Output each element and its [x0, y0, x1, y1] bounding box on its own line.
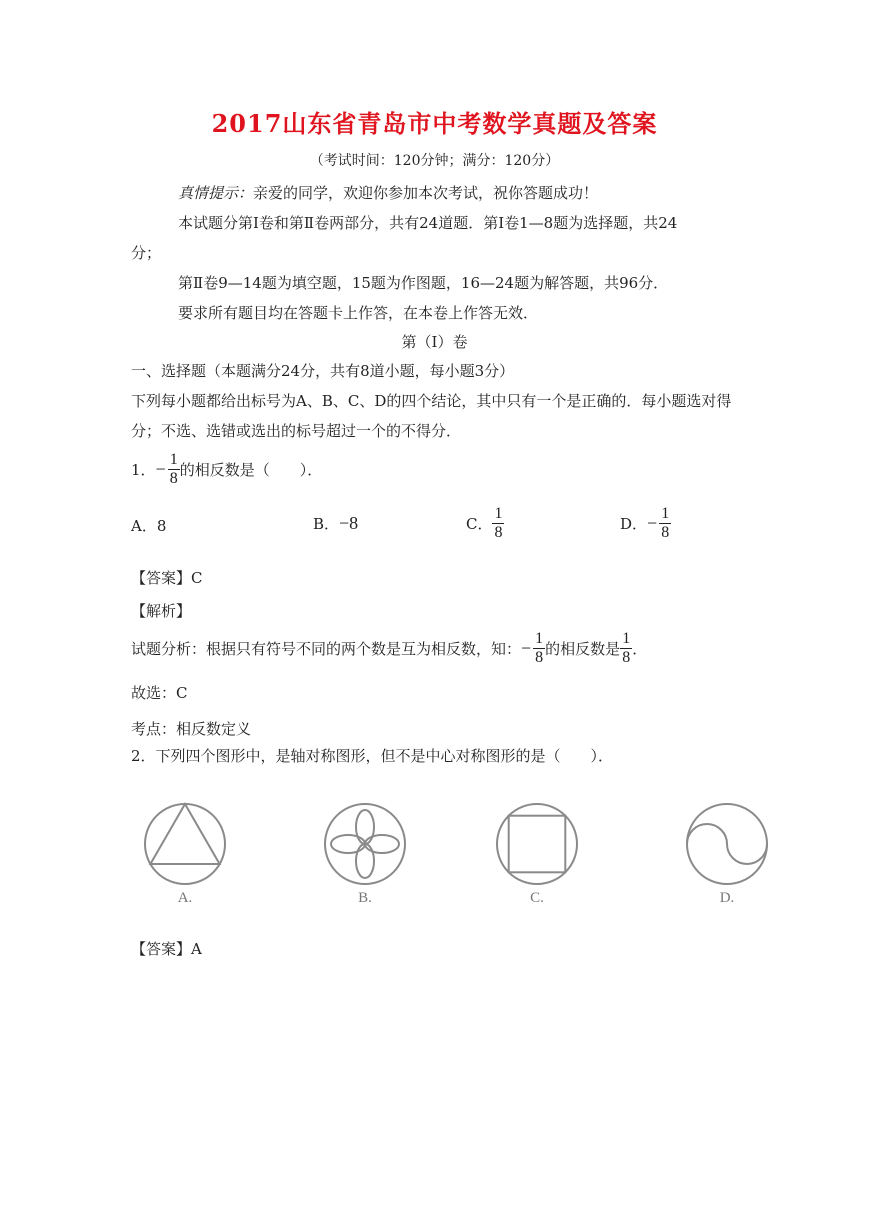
part-title: 第（Ⅰ）卷	[401, 333, 468, 351]
q1-number: 1．	[131, 461, 156, 479]
option-c-fraction	[492, 505, 504, 542]
figure-c	[482, 800, 592, 920]
q1-choice: 故选：C	[131, 684, 188, 702]
q1-analysis-label: 【解析】	[131, 602, 192, 620]
option-b-label: B．	[313, 515, 340, 533]
q1-fraction	[168, 451, 180, 488]
option-c-num: 1	[494, 505, 503, 522]
option-d-num: 1	[661, 505, 670, 522]
figure-d	[672, 800, 782, 920]
tip-label: 真情提示：	[178, 184, 254, 202]
figure-d-label: D.	[719, 890, 735, 906]
q1-option-d	[620, 505, 671, 542]
q2-stem: 2．下列四个图形中，是轴对称图形，但不是中心对称图形的是（ ）．	[131, 747, 614, 765]
q1-answer: 【答案】C	[131, 569, 203, 587]
figure-a-label: A.	[177, 890, 193, 906]
tip-text: 亲爱的同学，欢迎你参加本次考试，祝你答题成功！	[253, 184, 599, 202]
circle-triangle-figure	[141, 800, 229, 888]
exam-info: （考试时间：120分钟；满分：120分）	[309, 153, 560, 169]
analysis-neg-sign: −	[521, 638, 532, 658]
q1-frac-num: 1	[169, 451, 178, 468]
option-b-value: −8	[339, 513, 359, 533]
q1-analysis	[131, 630, 647, 667]
option-d-fraction	[659, 505, 671, 542]
figure-a	[130, 800, 240, 920]
q1-option-b	[313, 513, 358, 534]
page-title: 2017山东省青岛市中考数学真题及答案	[211, 109, 658, 138]
q1-frac-den: 8	[169, 470, 178, 487]
q1-neg-sign: −	[155, 459, 166, 479]
option-d-label: D．	[620, 515, 648, 533]
q2-answer: 【答案】A	[131, 940, 202, 958]
q1-option-c	[466, 505, 504, 542]
option-c-label: C．	[466, 515, 493, 533]
intro-line-2: 分；	[131, 244, 162, 262]
analysis-mid-text: 的相反数是	[545, 640, 621, 658]
option-d-den: 8	[661, 524, 670, 541]
figure-b-label: B.	[358, 890, 372, 906]
q1-option-a	[131, 515, 166, 536]
option-c-den: 8	[494, 524, 503, 541]
analysis-pre-text: 试题分析：根据只有符号不同的两个数是互为相反数，知：	[131, 640, 522, 658]
tip-line	[178, 182, 598, 203]
analysis-frac1-den: 8	[535, 649, 544, 666]
option-a-value: 8	[156, 517, 167, 535]
analysis-frac2-den: 8	[622, 649, 631, 666]
intro-line-4: 要求所有题目均在答题卡上作答，在本卷上作答无效．	[178, 304, 539, 322]
section-desc-1: 下列每小题都给出标号为A、B、C、D的四个结论，其中只有一个是正确的．每小题选对得	[131, 392, 732, 410]
q2-figures	[130, 800, 750, 930]
option-d-neg-sign: −	[647, 513, 658, 533]
circle-s-curve-figure	[683, 800, 771, 888]
section-desc-2: 分；不选、选错或选出的标号超过一个的不得分．	[131, 422, 462, 440]
analysis-fraction-1	[533, 630, 545, 667]
analysis-frac1-num: 1	[535, 630, 544, 647]
analysis-fraction-2	[620, 630, 632, 667]
circle-flower-figure	[321, 800, 409, 888]
intro-line-1: 本试题分第Ⅰ卷和第Ⅱ卷两部分，共有24道题．第Ⅰ卷1—8题为选择题，共24	[178, 214, 678, 232]
option-a-label: A．	[131, 517, 157, 535]
analysis-end-text: ．	[632, 640, 648, 658]
figure-b	[310, 800, 420, 920]
q1-stem	[131, 451, 322, 488]
section-title: 一、选择题（本题满分24分，共有8道小题，每小题3分）	[131, 362, 515, 380]
q1-point: 考点：相反数定义	[131, 720, 252, 738]
intro-line-3: 第Ⅱ卷9—14题为填空题，15题为作图题，16—24题为解答题，共96分．	[178, 274, 669, 292]
circle-square-figure	[493, 800, 581, 888]
figure-c-label: C.	[530, 890, 544, 906]
analysis-frac2-num: 1	[622, 630, 631, 647]
q1-text: 的相反数是（ ）．	[179, 461, 323, 479]
